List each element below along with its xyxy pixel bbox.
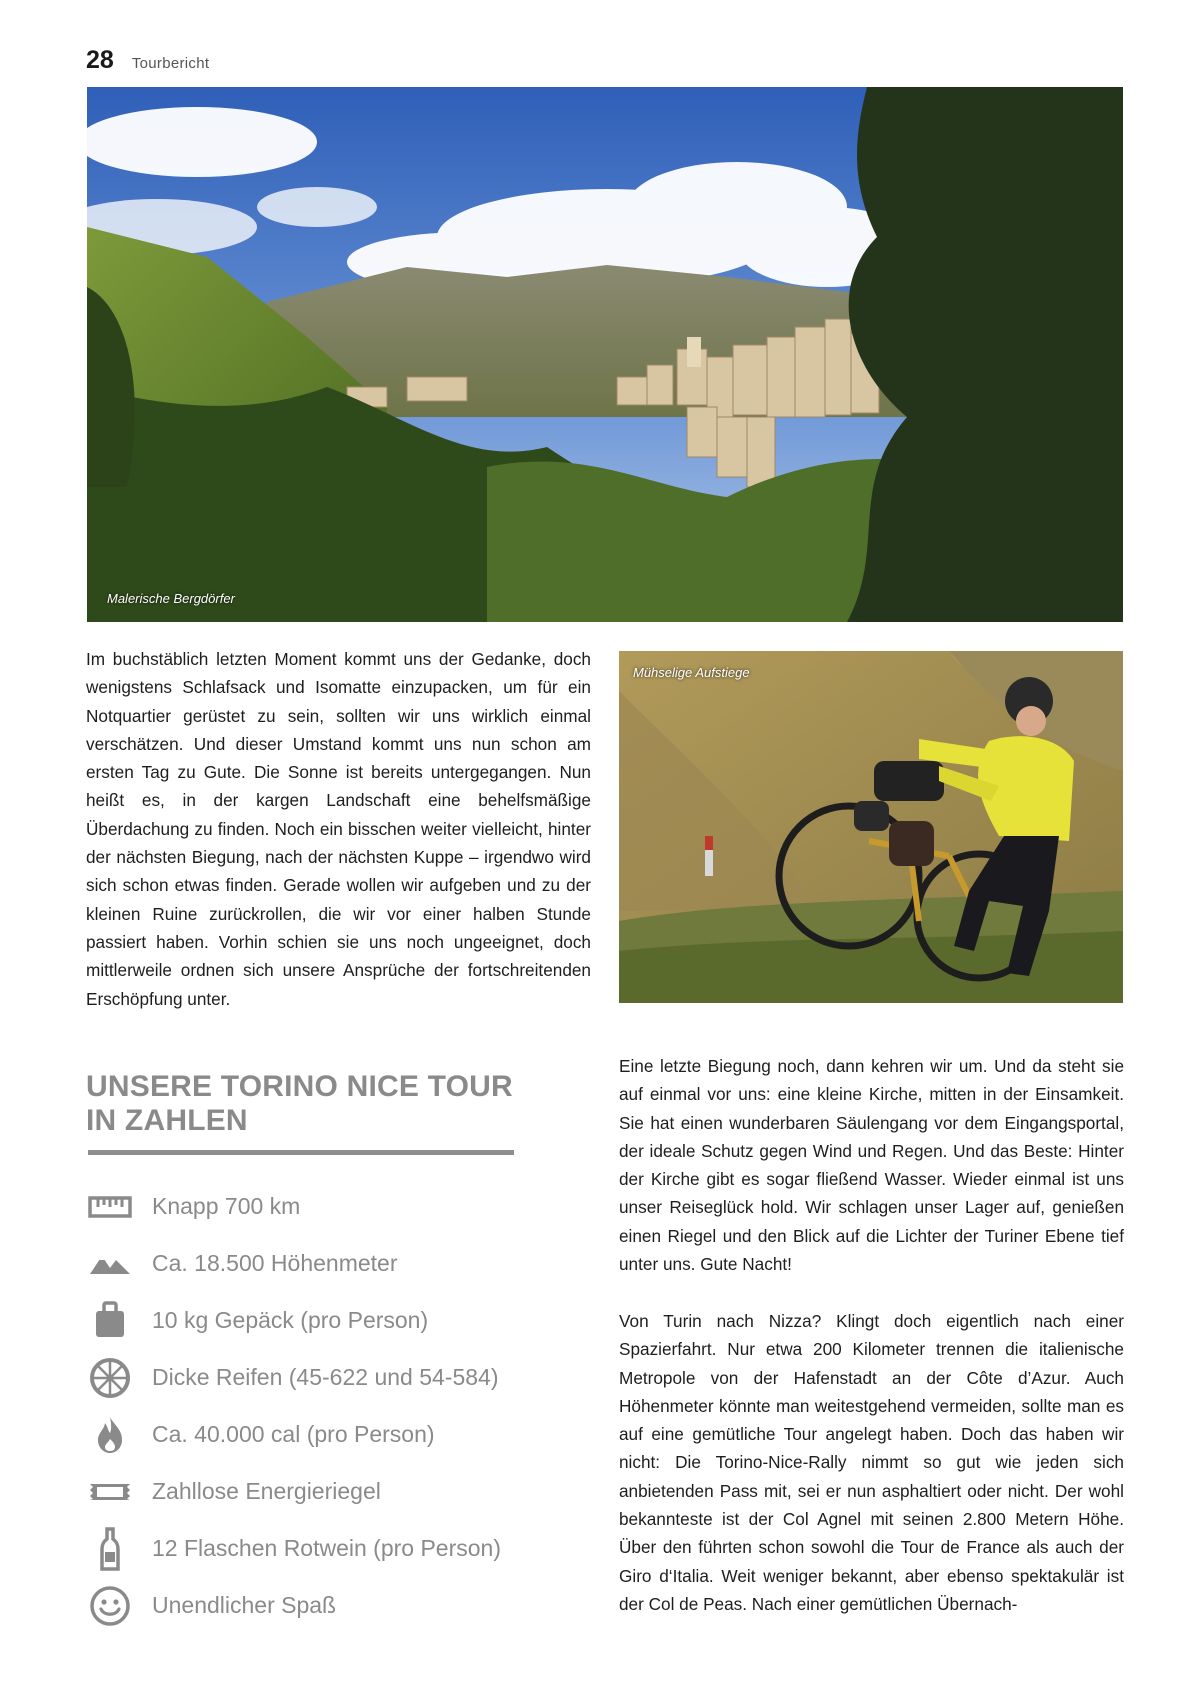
stat-item-calories xyxy=(86,1406,586,1463)
stat-label: Zahllose Energieriegel xyxy=(152,1478,381,1504)
stats-divider xyxy=(88,1150,514,1155)
page-header xyxy=(86,46,209,75)
stat-label: 10 kg Gepäck (pro Person) xyxy=(152,1307,429,1333)
smiley-icon xyxy=(86,1584,134,1628)
photo-caption: Mühselige Aufstiege xyxy=(633,665,750,680)
section-name: Tourbericht xyxy=(131,55,210,72)
stat-item-tires xyxy=(86,1349,586,1406)
article-paragraph-1: Im buchstäblich letzten Moment kommt uns der Gedanke, doch wenigstens Schlafsack und Isomatte einzupacken, um für ein Notquartier gerüstet zu sein, sollten wir uns wirklich einmal verschätzen. Und dieser Umstand kommt uns nun schon am ersten Tag zu Gute. Die Sonne ist bereits untergegangen. Nun heißt es, in der kargen Landschaft eine behelfsmäßige Überdachung zu finden. Noch ein bisschen weiter vielleicht, hinter der nächsten Biegung, nach der nächsten Kuppe – irgendwo wird sich schon etwas finden. Gerade wollen wir aufgeben und zu der kleinen Ruine zurückrollen, die wir vor einer halben Stunde passiert haben. Vorhin schien sie uns noch ungeeignet, doch mittlerweile ordnen sich unsere Ansprüche der fortschreitenden Erschöpfung unter. xyxy=(86,649,591,1009)
photo-cyclist-climb xyxy=(619,651,1123,1003)
stats-title-line-2: IN ZAHLEN xyxy=(86,1104,248,1137)
stat-item-luggage xyxy=(86,1292,586,1349)
mountain-village-image xyxy=(87,87,1123,622)
cyclist-image xyxy=(619,651,1123,1003)
photo-mountain-village xyxy=(87,87,1123,622)
stat-label: Unendlicher Spaß xyxy=(152,1592,337,1618)
mountains-icon xyxy=(86,1242,134,1286)
stat-label: Ca. 18.500 Höhenmeter xyxy=(152,1250,398,1276)
bottle-icon xyxy=(86,1527,134,1571)
stat-item-fun xyxy=(86,1577,586,1634)
energy-bar-icon xyxy=(86,1470,134,1514)
flame-icon xyxy=(86,1413,134,1457)
stat-label: Knapp 700 km xyxy=(152,1193,301,1219)
stat-label: 12 Flaschen Rotwein (pro Person) xyxy=(152,1535,501,1561)
ruler-icon xyxy=(86,1185,134,1229)
stat-item-elevation xyxy=(86,1235,586,1292)
stat-item-distance xyxy=(86,1178,586,1235)
stats-list xyxy=(86,1178,586,1634)
page-number: 28 xyxy=(86,46,114,74)
stats-title-line-1: UNSERE TORINO NICE TOUR xyxy=(86,1070,513,1103)
stat-label: Dicke Reifen (45-622 und 54-584) xyxy=(152,1364,499,1390)
wheel-icon xyxy=(86,1356,134,1400)
stat-label: Ca. 40.000 cal (pro Person) xyxy=(152,1421,435,1447)
stat-item-wine xyxy=(86,1520,586,1577)
article-paragraph-2: Eine letzte Biegung noch, dann kehren wir um. Und da steht sie auf einmal vor uns: eine kleine Kirche, mitten in der Einsamkeit. Sie hat einen wunderbaren Säulengang vor dem Eingangsportal, der ideale Schutz gegen Wind und Regen. Und das Beste: Hinter der Kirche gibt es sogar fließend Wasser. Wieder einmal ist uns unser Reiseglück hold. Wir schlagen unser Lager auf, genießen einen Riegel und den Blick auf die Lichter der Turiner Ebene tief unter uns. Gute Nacht! xyxy=(619,1056,1124,1275)
stat-item-energy-bars xyxy=(86,1463,586,1520)
article-paragraph-3: Von Turin nach Nizza? Klingt doch eigentlich nach einer Spazierfahrt. Nur etwa 200 Kilometer trennen die italienische Metropole von der Hafenstadt an der Côte d’Azur. Auch Höhenmeter könnte man weitestgehend vermeiden, sollte man es auf eine gemütliche Tour angelegt haben. Doch das haben wir nicht: Die Torino-Nice-Rally nimmt so gut wie jeden sich anbietenden Pass mit, sei er nun asphaltiert oder nicht. Der wohl bekannteste ist der Col Agnel mit seinen 2.800 Metern Höhe. Über den führten schon sowohl die Tour de France als auch der Giro d‘Italia. Weit weniger bekannt, aber ebenso spektakulär ist der Col de Peas. Nach einer gemütlichen Übernach- xyxy=(619,1311,1124,1614)
bag-icon xyxy=(86,1299,134,1343)
photo-caption: Malerische Bergdörfer xyxy=(107,591,235,606)
stats-box-title xyxy=(86,1070,516,1138)
